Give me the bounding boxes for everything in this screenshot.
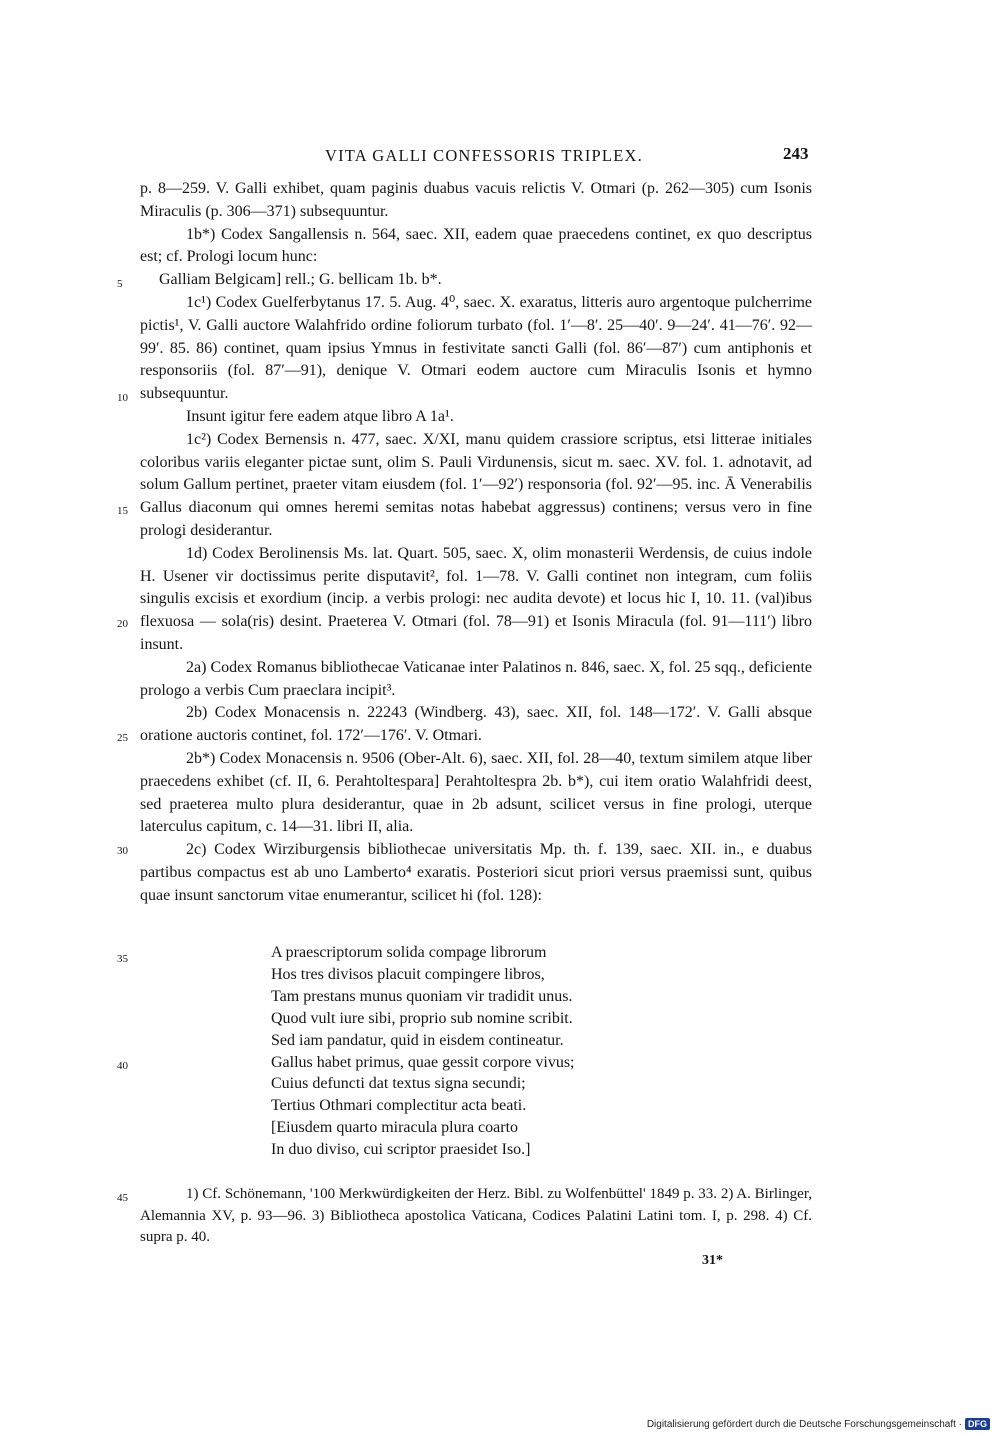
line-number: 10 bbox=[117, 392, 128, 404]
footnote-text: 1) Cf. Schönemann, '100 Merkwürdigkeiten der Herz. Bibl. zu Wolfenbüttel' 1849 p. 33. 2) A. Birlinger, Alemannia XV, p. 93—96. 3) Bibliotheca apostolica Vaticana, Codices Palatini Latini tom. I, p. 298. 4) Cf. supra p. 40. bbox=[140, 1186, 812, 1245]
paragraph: p. 8—259. V. Galli exhibet, quam paginis duabus vacuis relictis V. Otmari (p. 262—305) cum Isonis Miraculis (p. 306—371) subsequuntur. bbox=[140, 180, 812, 220]
quoted-line: Galliam Belgicam] rell.; G. bellicam 1b. b*. bbox=[159, 271, 442, 289]
digitization-credit bbox=[647, 1417, 990, 1431]
line-number: 25 bbox=[117, 732, 128, 744]
line-number: 15 bbox=[117, 505, 128, 517]
paragraph: 1b*) Codex Sangallensis n. 564, saec. XII, eadem quae praecedens continet, ex quo descriptus est; cf. Prologi locum hunc: bbox=[140, 225, 812, 266]
line-number: 45 bbox=[117, 1192, 128, 1204]
main-text bbox=[140, 178, 812, 908]
paragraph: 2b) Codex Monacensis n. 22243 (Windberg. 43), saec. XII, fol. 148—172′. V. Galli absque oratione auctoris continet, fol. 172′—176′. V. Otmari. bbox=[140, 704, 812, 745]
verse-line: In duo diviso, cui scriptor praesidet Iso.] bbox=[271, 1141, 531, 1159]
verse-line: Cuius defuncti dat textus signa secundi; bbox=[271, 1075, 526, 1093]
paragraph: 2c) Codex Wirziburgensis bibliothecae universitatis Mp. th. f. 139, saec. XII. in., e duabus partibus compactus est ab uno Lamberto⁴ exaratis. Posteriori sicut priori versus praemissi sunt, quibus quae insunt sanctorum vitae enumerantur, scilicet hi (fol. 128): bbox=[140, 841, 812, 904]
verse-block bbox=[271, 942, 575, 1161]
dfg-logo-icon: DFG bbox=[965, 1418, 990, 1430]
verse-line: Tertius Othmari complectitur acta beati. bbox=[271, 1097, 527, 1115]
paragraph: 1d) Codex Berolinensis Ms. lat. Quart. 505, saec. X, olim monasterii Werdensis, de cuius indole H. Usener vir doctissimus perite disputavit², fol. 1—78. V. Galli continet non integram, cum foliis singulis excisis et exordium (incip. a verbis prologi: nec audita devote) et locus hic I, 10. 11. (val)ibus flexuosa — sola(ris) desint. Praeterea V. Otmari (fol. 78—91) et Isonis Miracula (fol. 91—111′) libro insunt. bbox=[140, 544, 812, 653]
verse-line: Tam prestans munus quoniam vir tradidit unus. bbox=[271, 987, 573, 1005]
verse-line: Gallus habet primus, quae gessit corpore vivus; bbox=[271, 1053, 575, 1071]
line-number: 30 bbox=[117, 845, 128, 857]
page-number: 243 bbox=[783, 144, 809, 163]
verse-line: Quod vult iure sibi, proprio sub nomine scribit. bbox=[271, 1009, 573, 1027]
running-head bbox=[0, 140, 1000, 164]
line-number: 40 bbox=[117, 1060, 128, 1072]
credit-text: Digitalisierung gefördert durch die Deutsche Forschungsgemeinschaft · bbox=[646, 1418, 962, 1430]
line-number: 35 bbox=[117, 953, 128, 965]
line-number: 5 bbox=[117, 278, 123, 290]
signature-mark: 31* bbox=[702, 1253, 723, 1268]
verse-line: Sed iam pandatur, quid in eisdem contineatur. bbox=[271, 1031, 564, 1049]
verse-line: Hos tres divisos placuit compingere libros, bbox=[271, 965, 545, 983]
paragraph: 2b*) Codex Monacensis n. 9506 (Ober-Alt. 6), saec. XII, fol. 28—40, textum similem atque liber praecedens exhibet (cf. II, 6. Perahtoltespara] Perahtoltespra 2b. b*), cui item oratio Walahfridi deest, sed praeterea multo plura desiderantur, quae in 2b adsunt, scilicet versus in fine prologi, uterque laterculus capitum, c. 14—31. libri II, alia. bbox=[140, 749, 812, 836]
running-title: VITA GALLI CONFESSORIS TRIPLEX. bbox=[325, 146, 643, 165]
paragraph: 1c¹) Codex Guelferbytanus 17. 5. Aug. 4⁰, saec. X. exaratus, litteris auro argentoque pulcherrime pictis¹, V. Galli auctore Walahfrido ordine foliorum turbato (fol. 1′—8′. 25—40′. 9—24′. 41—76′. 92—99′. 85. 86) continet, quam ipsius Ymnus in festivitate sancti Galli (fol. 86′—87′) cum antiphonis et responsoriis (fol. 87′—91), denique V. Otmari eodem auctore cum Miraculis Isonis et hymno subsequuntur. bbox=[140, 293, 812, 403]
paragraph: Insunt igitur fere eadem atque libro A 1a¹. bbox=[186, 407, 454, 425]
line-number: 20 bbox=[117, 618, 128, 630]
paragraph: 2a) Codex Romanus bibliothecae Vaticanae inter Palatinos n. 846, saec. X, fol. 25 sqq., deficiente prologo a verbis Cum praeclara incipit³. bbox=[140, 658, 812, 699]
verse-line: [Eiusdem quarto miracula plura coarto bbox=[271, 1119, 519, 1137]
verse-line: A praescriptorum solida compage librorum bbox=[271, 944, 547, 961]
paragraph: 1c²) Codex Bernensis n. 477, saec. X/XI, manu quidem crassiore scriptus, etsi litterae initiales coloribus variis eleganter pictae sunt, olim S. Pauli Virdunensis, sicut m. saec. XV. fol. 1. adnotavit, ad solum Gallum pertinet, praeter vitam eiusdem (fol. 1′—92′) responsoria (fol. 92′—95. inc. Ā Venerabilis Gallus diaconum qui omnes heremi semitas notas habebat aggressus) continens; versus vero in fine prologi desiderantur. bbox=[140, 430, 812, 539]
footnotes bbox=[140, 1184, 812, 1249]
